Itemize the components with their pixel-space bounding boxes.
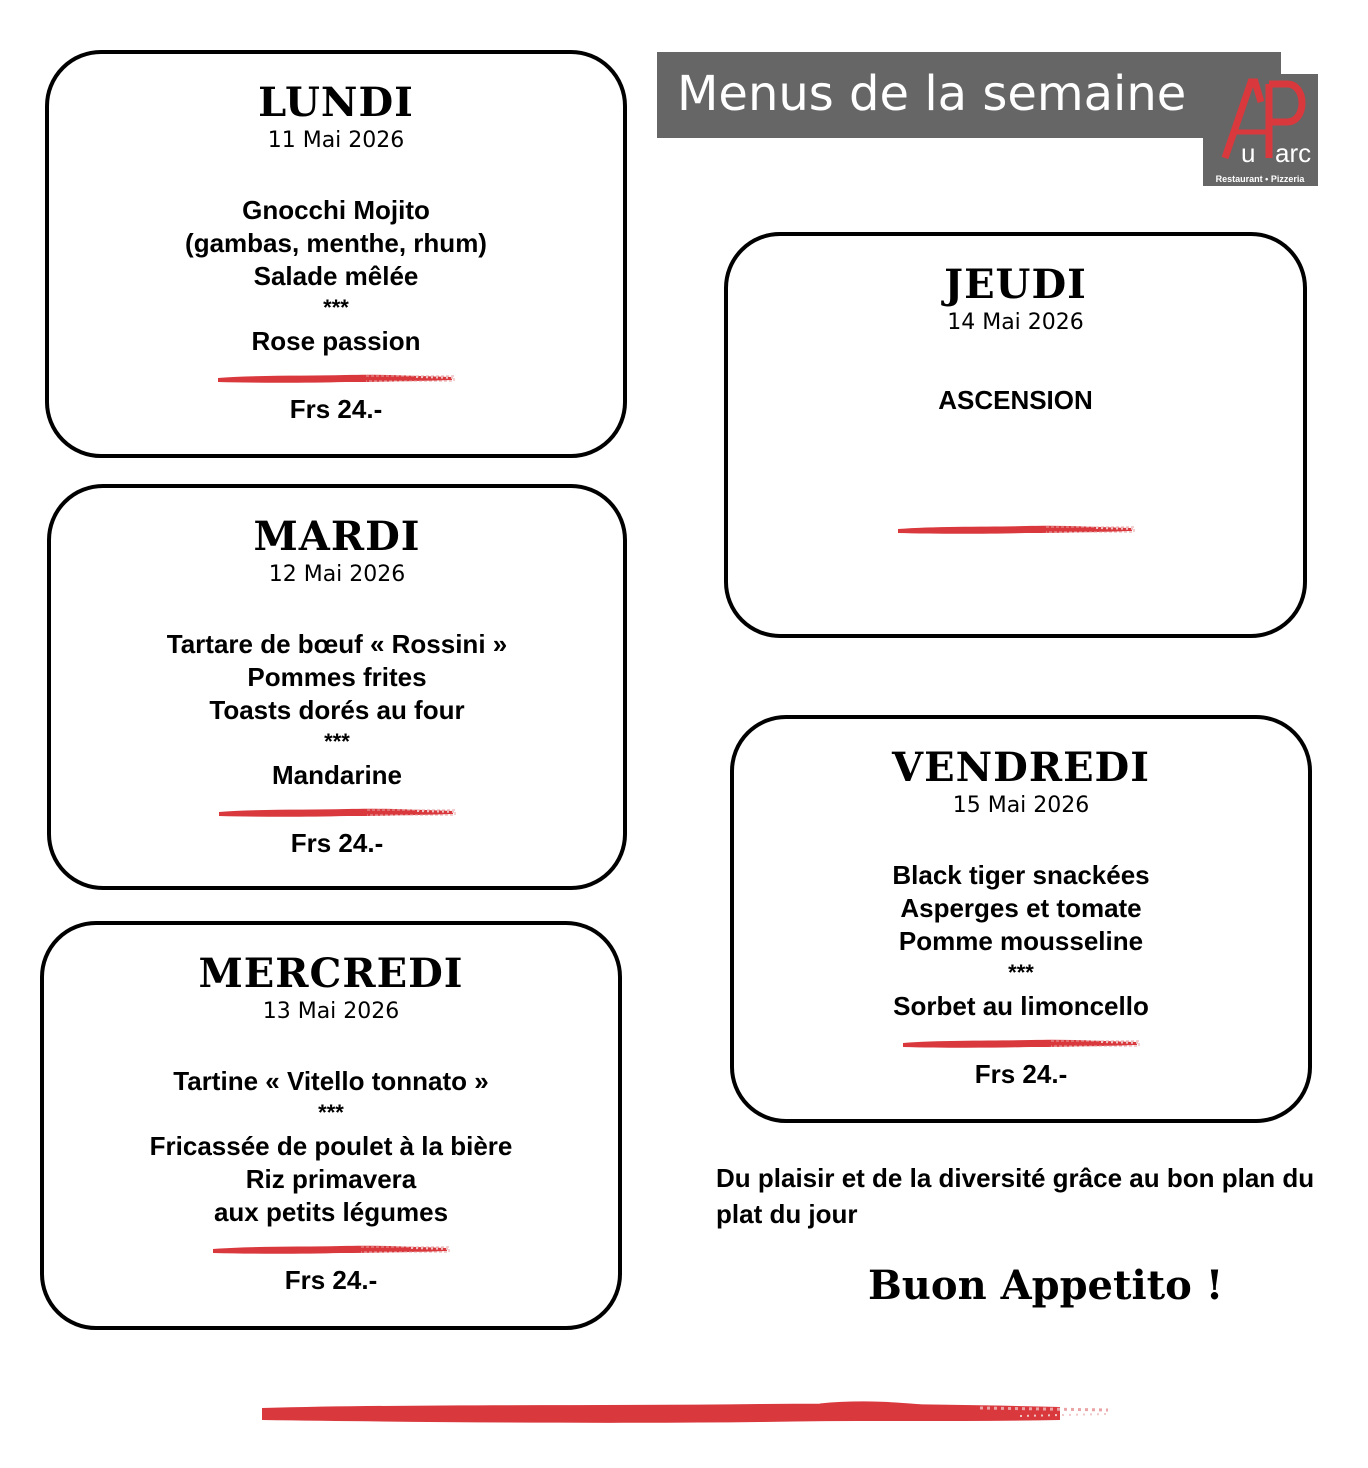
svg-text:arc: arc xyxy=(1275,138,1312,168)
price: Frs 24.- xyxy=(284,1265,378,1295)
menu-item: Gnocchi Mojito xyxy=(242,195,430,225)
menu-item: Pommes frites xyxy=(247,662,427,692)
day-name: MERCREDI xyxy=(198,950,464,997)
menu-card-mardi xyxy=(47,484,627,890)
menu-item: Riz primavera xyxy=(245,1164,417,1194)
logo-subtitle: Restaurant • Pizzeria xyxy=(1215,174,1305,184)
menu-items xyxy=(728,384,1303,417)
menu-item: (gambas, menthe, rhum) xyxy=(185,228,487,258)
menu-item: Fricassée de poulet à la bière xyxy=(149,1131,513,1161)
menu-item: Black tiger snackées xyxy=(892,860,1150,890)
svg-text:u: u xyxy=(1241,138,1256,168)
day-date: 13 Mai 2026 xyxy=(262,999,400,1024)
menu-items xyxy=(44,1065,618,1229)
menu-items xyxy=(51,628,623,792)
menu-card-jeudi xyxy=(724,232,1307,638)
page-header xyxy=(657,52,1281,138)
day-date: 15 Mai 2026 xyxy=(952,793,1090,818)
price: Frs 24.- xyxy=(974,1059,1068,1089)
menu-separator: *** xyxy=(324,729,350,754)
day-date: 14 Mai 2026 xyxy=(947,310,1084,335)
page-title: Menus de la semaine xyxy=(677,66,1187,122)
price: Frs 24.- xyxy=(290,828,384,858)
menu-card-lundi xyxy=(45,50,627,458)
day-date: 12 Mai 2026 xyxy=(268,562,406,587)
menu-card-vendredi xyxy=(730,715,1312,1123)
menu-item: ASCENSION xyxy=(938,385,1093,415)
menu-item: aux petits légumes xyxy=(213,1197,449,1227)
day-date: 11 Mai 2026 xyxy=(267,128,405,153)
menu-item: Tartine « Vitello tonnato » xyxy=(173,1066,489,1096)
day-name: JEUDI xyxy=(944,261,1087,308)
restaurant-logo xyxy=(1203,74,1318,186)
menu-separator: *** xyxy=(323,295,349,320)
menu-item: Asperges et tomate xyxy=(900,893,1142,923)
red-brush-divider xyxy=(211,1243,451,1257)
red-brush-divider xyxy=(901,1037,1141,1051)
closing-text: Buon Appetito ! xyxy=(868,1262,1224,1309)
red-brush-footer xyxy=(260,1398,1110,1430)
menu-item: Rose passion xyxy=(251,326,421,356)
menu-separator: *** xyxy=(318,1100,344,1125)
menu-items xyxy=(49,194,623,358)
menu-item: Pomme mousseline xyxy=(898,926,1144,956)
day-name: MARDI xyxy=(253,513,421,560)
tagline: Du plaisir et de la diversité grâce au bon plan du plat du jour xyxy=(716,1163,1315,1229)
menu-items xyxy=(734,859,1308,1023)
red-brush-divider xyxy=(896,523,1136,537)
price: Frs 24.- xyxy=(289,394,383,424)
menu-item: Mandarine xyxy=(271,760,403,790)
day-name: VENDREDI xyxy=(892,744,1150,791)
menu-item: Tartare de bœuf « Rossini » xyxy=(166,629,508,659)
menu-separator: *** xyxy=(1008,960,1034,985)
menu-item: Salade mêlée xyxy=(253,261,419,291)
red-brush-divider xyxy=(216,372,456,386)
red-brush-divider xyxy=(217,806,457,820)
menu-item: Toasts dorés au four xyxy=(209,695,465,725)
day-name: LUNDI xyxy=(258,79,414,126)
menu-item: Sorbet au limoncello xyxy=(893,991,1149,1021)
menu-card-mercredi xyxy=(40,921,622,1330)
